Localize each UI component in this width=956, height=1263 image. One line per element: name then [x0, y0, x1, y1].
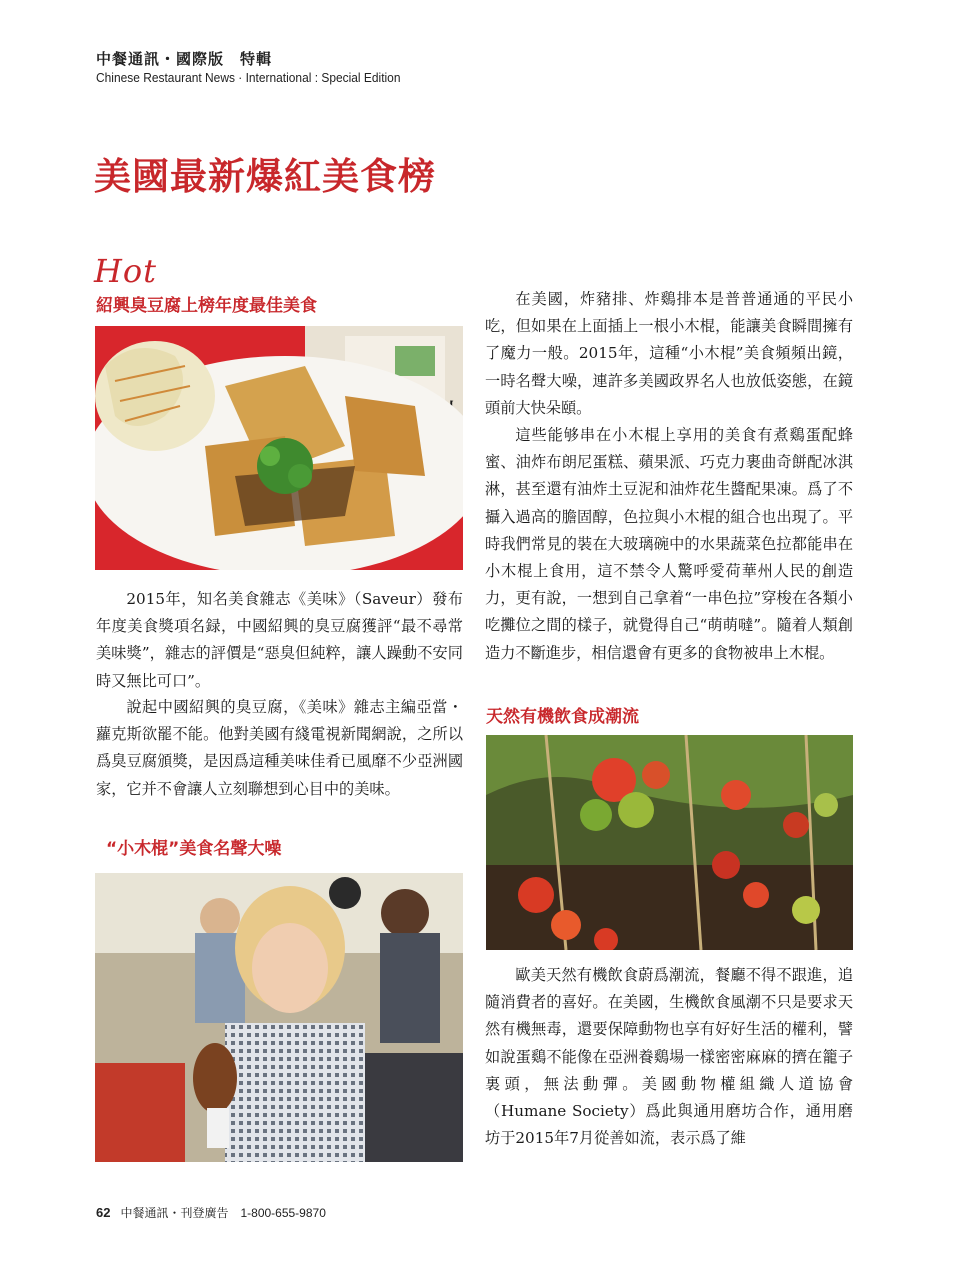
section-heading-stinky-tofu: 紹興臭豆腐上榜年度最佳美食 — [96, 296, 317, 316]
crowd-eating-on-stick-photo — [95, 873, 463, 1162]
stinky-tofu-photo — [95, 326, 463, 570]
masthead-title-en: Chinese Restaurant News · International : Special Edition — [96, 70, 401, 85]
masthead-title-cn: 中餐通訊・國際版 特輯 — [96, 50, 273, 68]
tomato-plants-photo — [486, 735, 853, 950]
page-title: 美國最新爆紅美食榜 — [94, 155, 436, 198]
paragraph-stick-1: 在美國，炸豬排、炸鷄排本是普普通通的平民小吃，但如果在上面插上一根小木棍，能讓美食瞬間擁有了魔力一般。2015年，這種“小木棍”美食頻頻出鏡，一時名聲大噪，連許多美國政界名人也放低姿態，在鏡頭前大快朵頤。 — [485, 290, 853, 417]
section-heading-stick-food: “小木棍”美食名聲大噪 — [106, 839, 282, 859]
footer-text: 中餐通訊・刊登廣告 1-800-655-9870 — [120, 1206, 326, 1220]
paragraph-organic-1: 歐美天然有機飲食蔚爲潮流，餐廳不得不跟進，追隨消費者的喜好。在美國，生機飲食風潮不只是要求天然有機無毒，還要保障動物也享有好好生活的權利，譬如說蛋鷄不能像在亞洲養鷄場一樣密密麻麻的擠在籠子裏頭，無法動彈。美國動物權組織人道協會（Humane Society）爲此與通用磨坊合作，通用磨坊于2015年7月從善如流，表示爲了維 — [485, 966, 853, 1148]
paragraph-tofu-1: 2015年，知名美食雜志《美味》（Saveur）發布年度美食獎項名録，中國紹興的臭豆腐獲評“最不尋常美味獎”，雜志的評價是“惡臭但純粹，讓人躁動不安同時又無比可口”。 — [96, 590, 463, 690]
paragraph-tofu-2: 說起中國紹興的臭豆腐，《美味》雜志主編亞當・蘿克斯欲罷不能。他對美國有綫電視新聞網說，之所以爲臭豆腐頒獎，是因爲這種美味佳肴已風靡不少亞洲國家，它并不會讓人立刻聯想到心目中的美味。 — [96, 698, 463, 798]
hot-label: Hot — [94, 252, 158, 290]
page-number: 62 — [96, 1205, 111, 1220]
section-heading-organic: 天然有機飲食成潮流 — [486, 707, 639, 727]
page-footer — [96, 1204, 326, 1221]
masthead — [96, 48, 427, 85]
paragraph-stick-2: 這些能够串在小木棍上享用的美食有煮鷄蛋配蜂蜜、油炸布朗尼蛋糕、蘋果派、巧克力裹曲奇餅配冰淇淋，甚至還有油炸土豆泥和油炸花生醬配果凍。爲了不攝入過高的膽固醇，色拉與小木棍的組合也出現了。平時我們常見的裝在大玻璃碗中的水果蔬菜色拉都能串在小木棍上食用，這不禁令人驚呼愛荷華州人民的創造力，更有說，一想到自己拿着“一串色拉”穿梭在各類小吃攤位之間的樣子，就覺得自己“萌萌噠”。隨着人類創造力不斷進步，相信還會有更多的食物被串上木棍。 — [485, 426, 853, 662]
